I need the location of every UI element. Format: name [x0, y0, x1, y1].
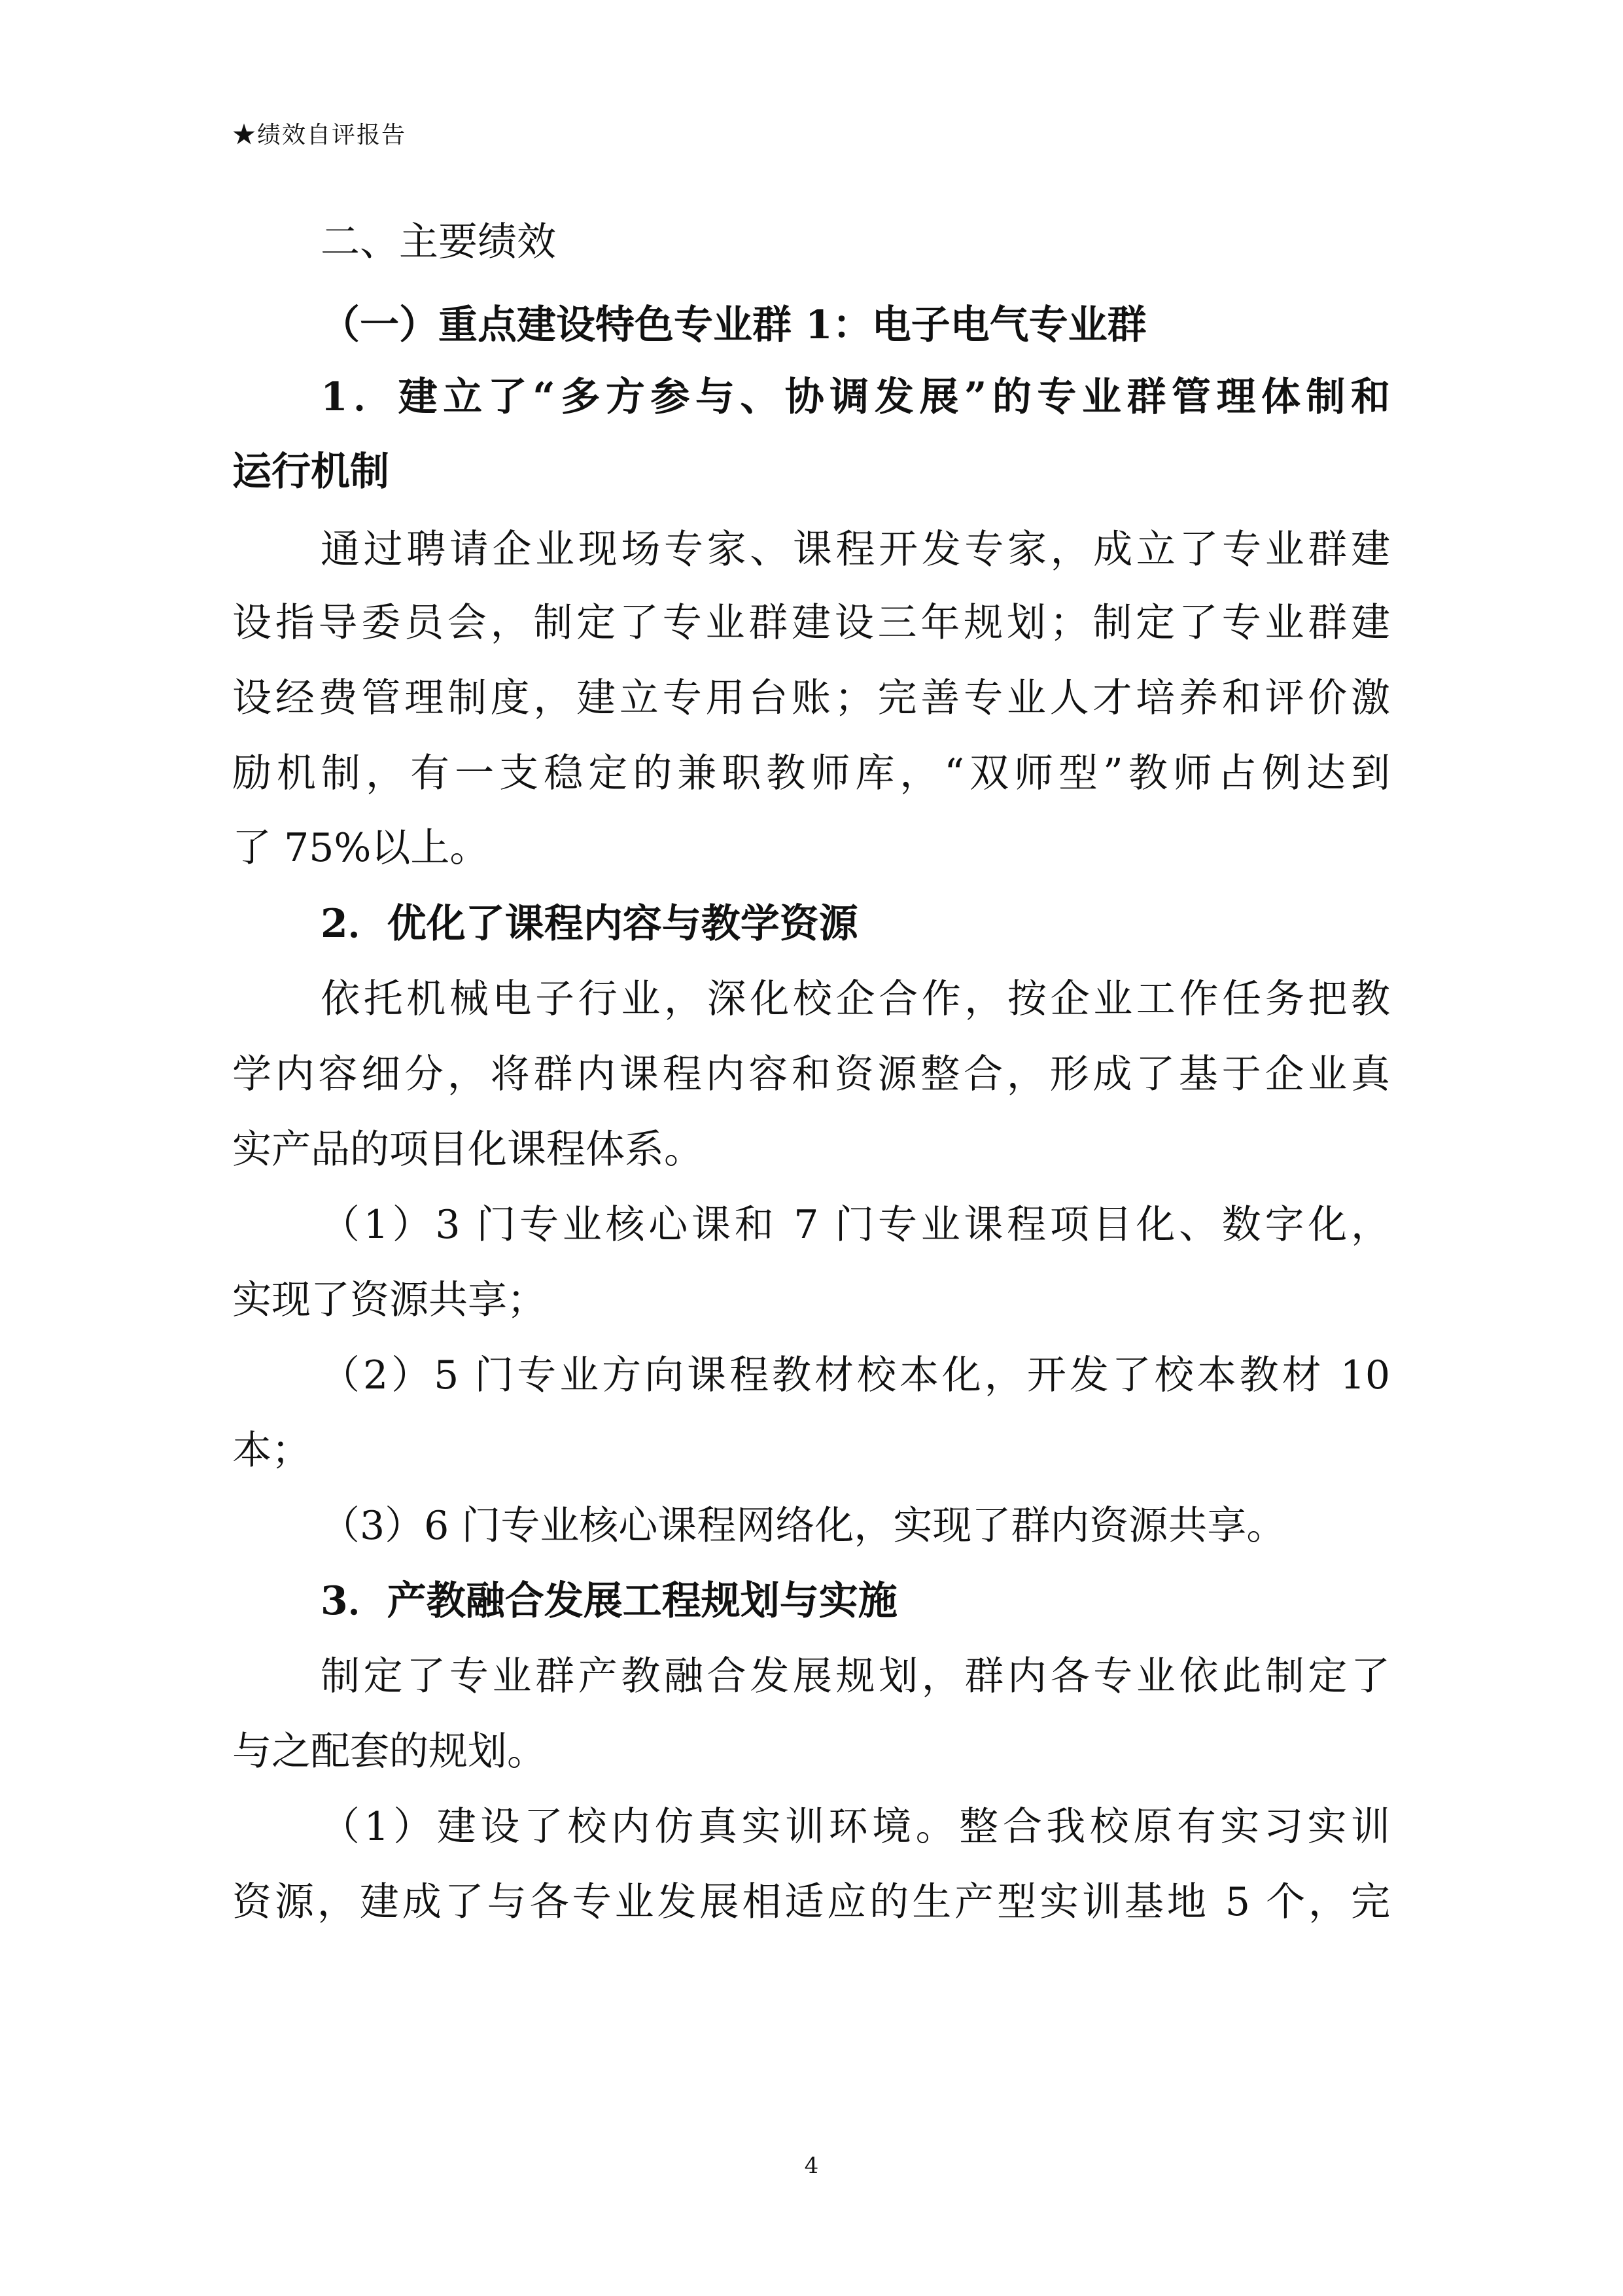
item-heading-1: 1．建立了“多方参与、协调发展”的专业群管理体制和 [321, 374, 1390, 420]
paragraph-line: 了 75%以上。 [232, 825, 489, 871]
list-item-line: 实现了资源共享； [232, 1277, 546, 1323]
list-item-line: （1）3 门专业核心课和 7 门专业课程项目化、数字化， [321, 1202, 1390, 1248]
list-item-line: （1）建设了校内仿真实训环境。整合我校原有实习实训 [321, 1804, 1390, 1850]
paragraph-line: 设经费管理制度，建立专用台账；完善专业人才培养和评价激 [232, 675, 1390, 721]
paragraph-line: 励机制，有一支稳定的兼职教师库，“双师型”教师占例达到 [232, 751, 1390, 796]
item-heading-3: 3．产教融合发展工程规划与实施 [321, 1578, 898, 1624]
page-header [232, 116, 406, 150]
list-item-line: 资源，建成了与各专业发展相适应的生产型实训基地 5 个，完 [232, 1879, 1390, 1925]
list-item-line: （3）6 门专业核心课程网络化，实现了群内资源共享。 [321, 1503, 1286, 1549]
paragraph-line: 与之配套的规划。 [232, 1729, 546, 1775]
subsection-heading: （一）重点建设特色专业群 1：电子电气专业群 [321, 302, 1147, 348]
paragraph-line: 依托机械电子行业，深化校企合作，按企业工作任务把教 [321, 976, 1390, 1022]
list-item-line: （2）5 门专业方向课程教材校本化，开发了校本教材 10 [321, 1352, 1390, 1398]
paragraph-line: 通过聘请企业现场专家、课程开发专家，成立了专业群建 [321, 527, 1390, 573]
paragraph-line: 实产品的项目化课程体系。 [232, 1127, 703, 1173]
item-heading-1-cont: 运行机制 [232, 449, 389, 495]
list-item-line: 本； [232, 1428, 311, 1474]
section-heading: 二、主要绩效 [321, 219, 556, 265]
star-icon: ★ [232, 122, 258, 149]
item-heading-2: 2．优化了课程内容与教学资源 [321, 901, 858, 947]
page-number: 4 [804, 2153, 819, 2179]
paragraph-line: 设指导委员会，制定了专业群建设三年规划；制定了专业群建 [232, 600, 1390, 646]
paragraph-line: 学内容细分，将群内课程内容和资源整合，形成了基于企业真 [232, 1051, 1390, 1097]
header-title: 绩效自评报告 [257, 122, 407, 149]
paragraph-line: 制定了专业群产教融合发展规划，群内各专业依此制定了 [321, 1653, 1390, 1699]
